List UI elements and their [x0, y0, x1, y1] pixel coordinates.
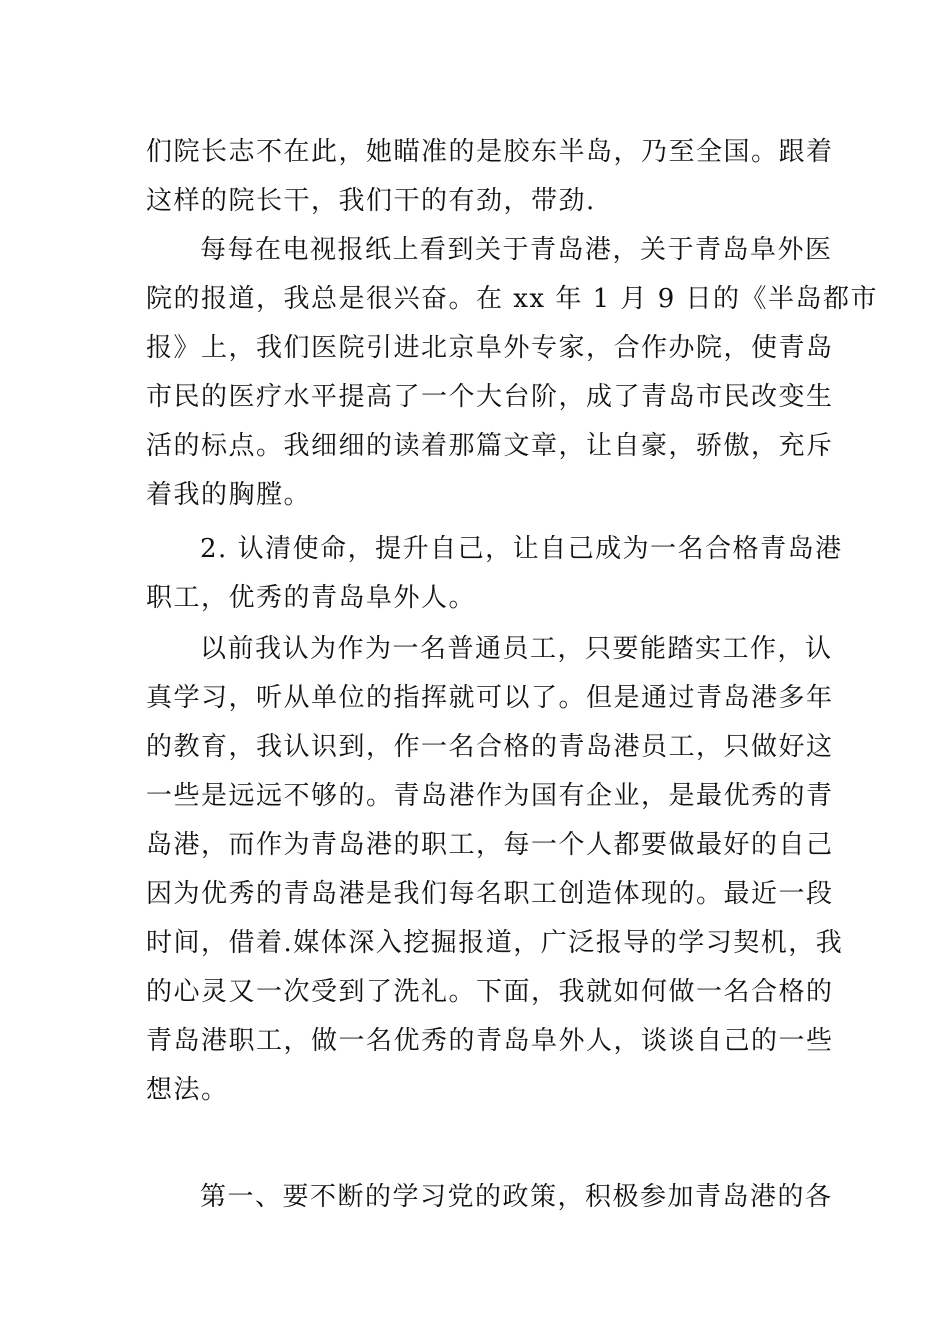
paragraph-line: 第一、要不断的学习党的政策，积极参加青岛港的各 [200, 1182, 833, 1212]
paragraph-line: 活的标点。我细细的读着那篇文章，让自豪，骄傲，充斥 [146, 431, 834, 461]
paragraph-line: 着我的胸膛。 [146, 480, 312, 510]
paragraph-line: 职工，优秀的青岛阜外人。 [146, 583, 477, 613]
paragraph-line: 青岛港职工，做一名优秀的青岛阜外人，谈谈自己的一些 [146, 1026, 834, 1056]
paragraph-line: 的教育，我认识到，作一名合格的青岛港员工，只做好这 [146, 732, 834, 762]
paragraph-line: 以前我认为作为一名普通员工，只要能踏实工作，认 [200, 634, 833, 664]
paragraph-line: 每每在电视报纸上看到关于青岛港，关于青岛阜外医 [200, 235, 833, 265]
paragraph-line: 这样的院长干，我们干的有劲，带劲. [146, 186, 596, 216]
paragraph-line: 想法。 [146, 1075, 229, 1105]
paragraph-line: 的心灵又一次受到了洗礼。下面，我就如何做一名合格的 [146, 977, 834, 1007]
paragraph-3 [146, 525, 843, 623]
paragraph-line: 2. 认清使命，提升自己，让自己成为一名合格青岛港 [200, 534, 843, 564]
paragraph-2 [146, 226, 878, 520]
paragraph-line: 们院长志不在此，她瞄准的是胶东半岛，乃至全国。跟着 [146, 137, 834, 167]
paragraph-line: 真学习，听从单位的指挥就可以了。但是通过青岛港多年 [146, 683, 834, 713]
paragraph-line: 报》上，我们医院引进北京阜外专家，合作办院，使青岛 [146, 333, 834, 363]
paragraph-line: 市民的医疗水平提高了一个大台阶，成了青岛市民改变生 [146, 382, 834, 412]
paragraph-line: 院的报道，我总是很兴奋。在 xx 年 1 月 9 日的《半岛都市 [146, 284, 878, 314]
paragraph-line: 因为优秀的青岛港是我们每名职工创造体现的。最近一段 [146, 879, 834, 909]
paragraph-line: 时间，借着.媒体深入挖掘报道，广泛报导的学习契机，我 [146, 928, 844, 958]
paragraph-5 [146, 1173, 833, 1222]
paragraph-line: 岛港，而作为青岛港的职工，每一个人都要做最好的自己 [146, 830, 834, 860]
paragraph-4 [146, 625, 844, 1115]
paragraph-1 [146, 128, 834, 226]
paragraph-line: 一些是远远不够的。青岛港作为国有企业，是最优秀的青 [146, 781, 834, 811]
